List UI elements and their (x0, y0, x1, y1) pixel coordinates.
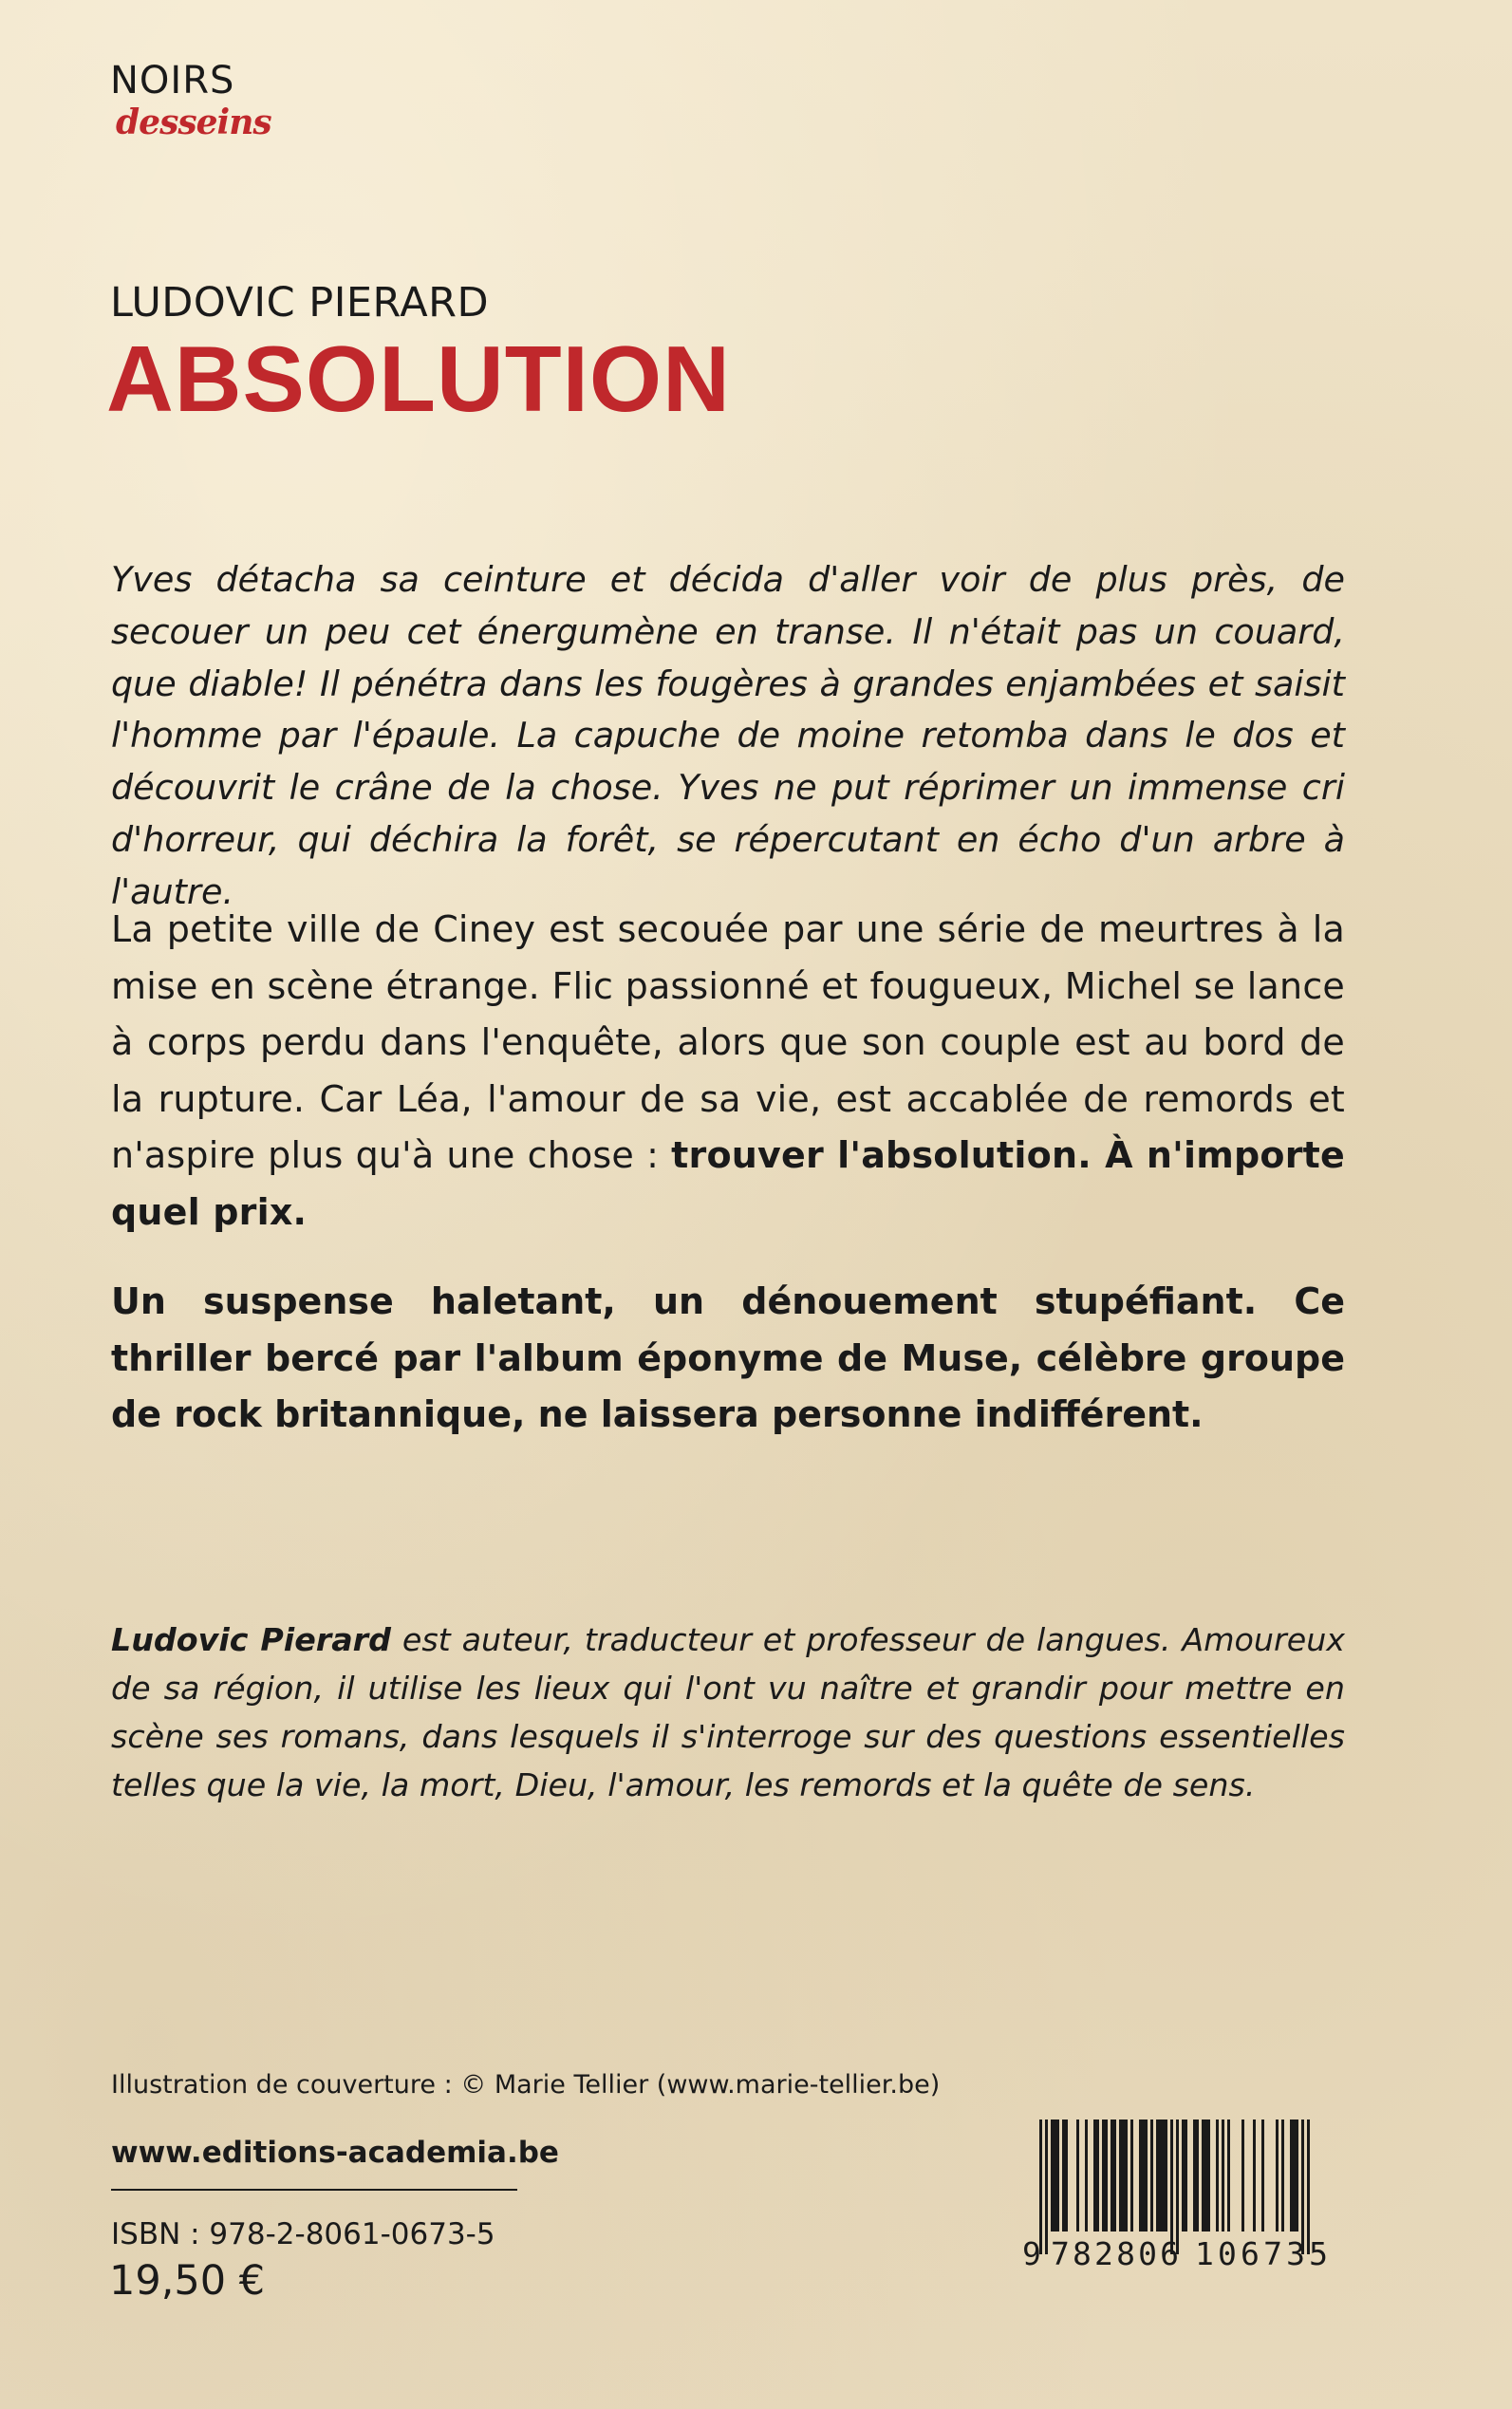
barcode-bar (1056, 2120, 1059, 2232)
barcode-bar (1093, 2120, 1096, 2232)
barcode-bar (1222, 2120, 1224, 2232)
barcode-bar (1185, 2120, 1187, 2232)
barcode-bar (1276, 2120, 1279, 2232)
author-name: LUDOVIC PIERARD (110, 279, 490, 327)
barcode-bar (1193, 2120, 1196, 2232)
barcode-bar (1182, 2120, 1185, 2232)
barcode-bar (1119, 2120, 1122, 2232)
barcode-bar (1054, 2120, 1056, 2232)
barcode-bar (1159, 2120, 1162, 2232)
barcode-bar (1130, 2120, 1133, 2232)
barcode-bar (1096, 2120, 1099, 2232)
barcode-bar (1241, 2120, 1244, 2232)
author-bio (111, 1615, 1345, 1809)
barcode-bar (1051, 2120, 1054, 2232)
barcode-bar (1111, 2120, 1113, 2232)
barcode-bar (1139, 2120, 1142, 2232)
barcode-bar (1227, 2120, 1230, 2232)
publisher-website: www.editions-academia.be (111, 2136, 559, 2170)
barcode (1017, 2120, 1342, 2311)
barcode-bar (1293, 2120, 1296, 2232)
isbn: ISBN : 978-2-8061-0673-5 (111, 2217, 495, 2251)
barcode-bar (1142, 2120, 1145, 2232)
barcode-bar (1204, 2120, 1207, 2232)
pitch-paragraph: Un suspense haletant, un dénouement stupéfiant. Ce thriller bercé par l'album éponyme de Muse, célèbre groupe de rock britannique, ne laissera personne indifférent. (111, 1280, 1345, 1435)
synopsis-text: La petite ville de Ciney est secouée par une série de meurtres à la mise en scène étrange. Flic passionné et fougueux, Michel se lance à corps perdu dans l'enquête, alors que son couple est au bord de la rupture. Car Léa, l'amour de sa vie, est accablée de remords et n'aspire plus qu'à une chose : (111, 908, 1345, 1176)
barcode-bar (1062, 2120, 1065, 2232)
bio-author-name: Ludovic Pierard (111, 1621, 391, 1658)
book-title: ABSOLUTION (106, 327, 731, 431)
barcode-bar (1085, 2120, 1088, 2232)
barcode-bar (1105, 2120, 1108, 2232)
barcode-bar (1290, 2120, 1293, 2232)
excerpt-paragraph: Yves détacha sa ceinture et décida d'aller voir de plus près, de secouer un peu cet énergumène en transe. Il n'était pas un couard, que diable! Il pénétra dans les fougères à grandes enjambées et saisit l'homme par l'épaule. La capuche de moine retomba dans le dos et découvrit le crâne de la chose. Yves ne put réprimer un immense cri d'horreur, qui déchira la forêt, se répercutant en écho d'un arbre à l'autre. (111, 559, 1345, 912)
barcode-group-1: 782806 (1051, 2235, 1179, 2272)
synopsis-emphasis: trouver l'absolution. À n'importe quel prix. (111, 1134, 1345, 1233)
barcode-bar (1150, 2120, 1153, 2232)
bio-text: est auteur, traducteur et professeur de langues. Amoureux de sa région, il utilise les lieux qui l'ont vu naître et grandir pour mettre en scène ses romans, dans lesquels il s'interroge sur des questions essentielles telles que la vie, la mort, Dieu, l'amour, les remords et la quête de sens. (111, 1621, 1346, 1803)
barcode-group-2: 106735 (1195, 2235, 1328, 2272)
barcode-bar (1281, 2120, 1284, 2232)
barcode-bar (1196, 2120, 1199, 2232)
publisher-logo-desseins: desseins (116, 103, 271, 142)
barcode-digits (1017, 2229, 1342, 2276)
barcode-bar (1065, 2120, 1068, 2232)
barcode-bar (1076, 2120, 1079, 2232)
barcode-bar (1165, 2120, 1167, 2232)
barcode-bar (1102, 2120, 1105, 2232)
barcode-bar (1162, 2120, 1165, 2232)
divider (111, 2189, 517, 2191)
barcode-bar (1145, 2120, 1148, 2232)
synopsis-paragraph (111, 902, 1345, 1241)
barcode-lead-digit: 9 (1022, 2235, 1041, 2272)
barcode-bar (1253, 2120, 1256, 2232)
barcode-bar (1296, 2120, 1298, 2232)
price: 19,50 € (109, 2257, 266, 2305)
barcode-bar (1122, 2120, 1125, 2232)
publisher-logo-noirs: NOIRS (110, 59, 235, 103)
barcode-bar (1216, 2120, 1219, 2232)
barcode-bar (1261, 2120, 1264, 2232)
barcode-bar (1207, 2120, 1210, 2232)
barcode-bar (1202, 2120, 1204, 2232)
barcode-bar (1156, 2120, 1159, 2232)
barcode-bar (1125, 2120, 1128, 2232)
cover-credit: Illustration de couverture : © Marie Tellier (www.marie-tellier.be) (111, 2070, 941, 2100)
barcode-bar (1113, 2120, 1116, 2232)
